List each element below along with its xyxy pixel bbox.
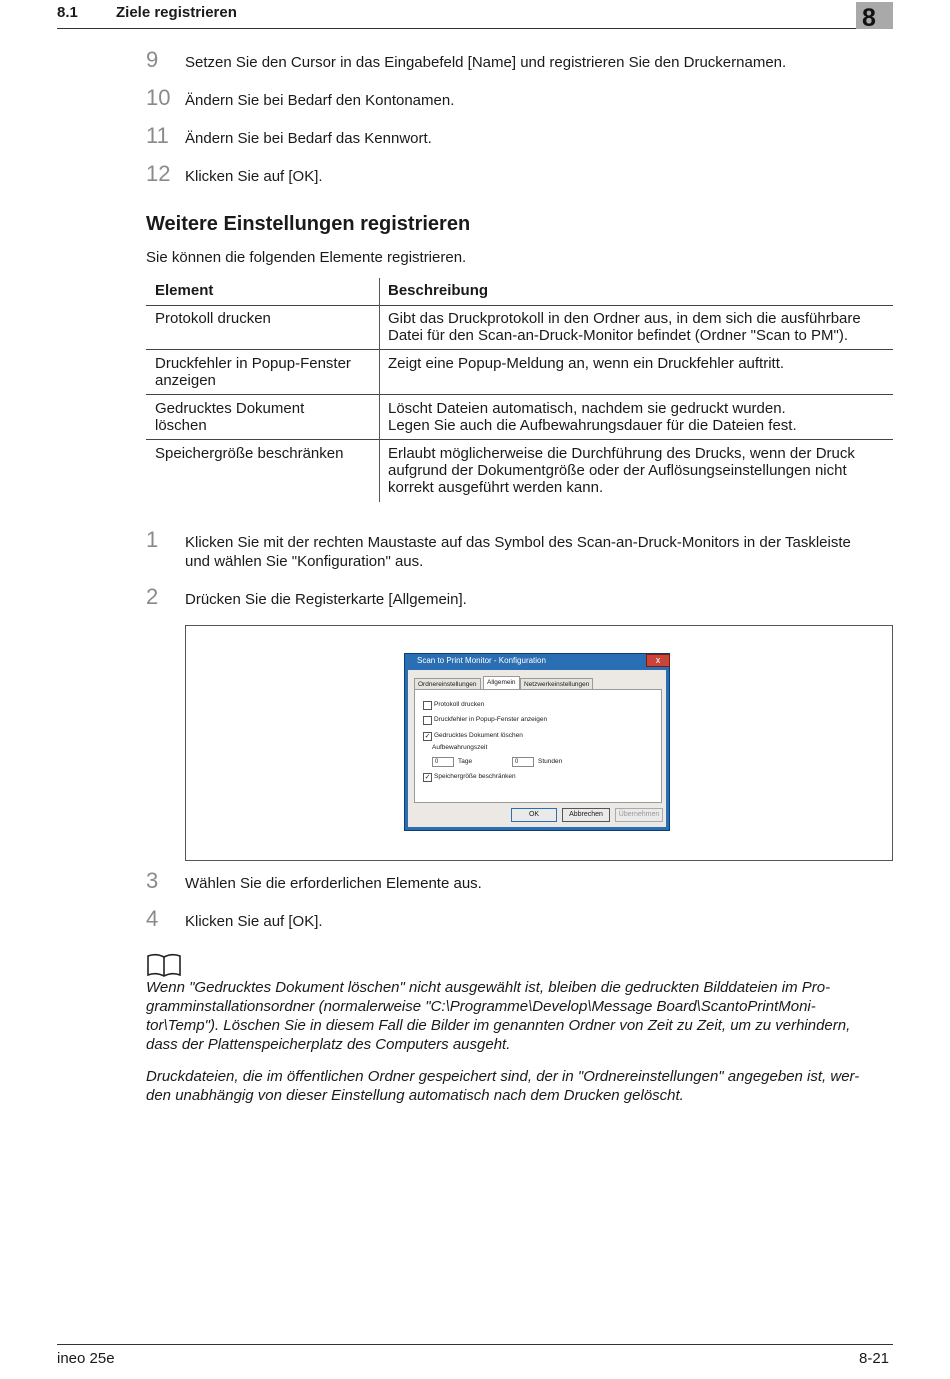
table-rule xyxy=(146,394,893,395)
chapter-number: 8 xyxy=(862,4,876,32)
header-rule xyxy=(57,28,893,29)
step-number: 10 xyxy=(146,85,171,110)
table-cell-description: Zeigt eine Popup-Meldung an, wenn ein Druckfehler auftritt. xyxy=(388,355,785,372)
step-number: 9 xyxy=(146,47,159,72)
dialog-title: Scan to Print Monitor - Konfiguration xyxy=(417,656,546,665)
table-rule xyxy=(146,349,893,350)
close-icon[interactable]: x xyxy=(646,654,670,667)
step-text: Ändern Sie bei Bedarf das Kennwort. xyxy=(185,130,432,147)
days-label: Tage xyxy=(458,758,473,765)
step-text: Klicken Sie mit der rechten Maustaste auf das Symbol des Scan-an-Druck-Monitors in der Taskleiste und wählen Sie "Konfiguration" aus. xyxy=(185,534,851,570)
table-cell-element: Gedrucktes Dokument löschen xyxy=(155,400,305,434)
step-text: Wählen Sie die erforderlichen Elemente aus. xyxy=(185,875,482,892)
table-cell-description: Löscht Dateien automatisch, nachdem sie gedruckt wurden. Legen Sie auch die Aufbewahrungsdauer für die Dateien fest. xyxy=(388,400,797,434)
intro-text: Sie können die folgenden Elemente registrieren. xyxy=(146,249,467,266)
checkbox-protokoll[interactable] xyxy=(423,701,432,710)
section-title: Ziele registrieren xyxy=(116,4,237,21)
table-header-description: Beschreibung xyxy=(388,282,489,299)
subsection-heading: Weitere Einstellungen registrieren xyxy=(146,213,471,235)
table-rule xyxy=(146,305,893,306)
step-number: 12 xyxy=(146,161,171,186)
retention-label: Aufbewahrungszeit xyxy=(432,744,488,751)
table-column-divider xyxy=(379,278,380,502)
step-text: Drücken Sie die Registerkarte [Allgemein]. xyxy=(185,591,467,608)
table-cell-description: Erlaubt möglicherweise die Durchführung des Drucks, wenn der Druck aufgrund der Dokumentgröße oder der Auflösungseinstellungen nicht korrekt ausgeführt werden kann. xyxy=(388,445,855,496)
checkbox-label: Protokoll drucken xyxy=(434,701,485,708)
tab-allgemein[interactable]: Allgemein xyxy=(483,676,520,690)
step-number: 3 xyxy=(146,868,159,893)
step-number: 1 xyxy=(146,527,159,552)
hours-spinner[interactable]: 0 xyxy=(512,757,534,767)
section-number: 8.1 xyxy=(57,4,78,21)
step-text: Setzen Sie den Cursor in das Eingabefeld [Name] und registrieren Sie den Druckernamen. xyxy=(185,54,787,71)
step-text: Ändern Sie bei Bedarf den Kontonamen. xyxy=(185,92,455,109)
apply-button[interactable]: Übernehmen xyxy=(615,808,663,822)
step-number: 11 xyxy=(146,123,169,148)
checkbox-popup[interactable] xyxy=(423,716,432,725)
table-header-element: Element xyxy=(155,282,214,299)
table-cell-element: Speichergröße beschränken xyxy=(155,445,344,462)
checkbox-label: Druckfehler in Popup-Fenster anzeigen xyxy=(434,716,548,723)
checkbox-limit[interactable]: ✓ xyxy=(424,774,431,781)
step-number: 2 xyxy=(146,584,159,609)
tab-netzwerkeinstellungen[interactable]: Netzwerkeinstellungen xyxy=(520,678,593,691)
step-text: Klicken Sie auf [OK]. xyxy=(185,913,323,930)
table-cell-element: Protokoll drucken xyxy=(155,310,271,327)
note-paragraph: Wenn "Gedrucktes Dokument löschen" nicht ausgewählt ist, bleiben die gedruckten Bilddateien im Pro- gramminstallationsordner (normalerweise "C:\Programme\Develop\Message Board\ScantoPrintMoni- tor\Temp"). Löschen Sie in diesem Fall die Bilder im genannten Ordner von Zeit zu Zeit, um zu verhindern, dass der Plattenspeicherplatz des Computers ausgeht. xyxy=(146,979,851,1053)
table-cell-element: Druckfehler in Popup-Fenster anzeigen xyxy=(155,355,351,389)
ok-button[interactable]: OK xyxy=(511,808,557,822)
note-paragraph: Druckdateien, die im öffentlichen Ordner gespeichert sind, der in "Ordnereinstellungen" angegeben ist, wer- den unabhängig von dieser Einstellung automatisch nach dem Drucken gelöscht. xyxy=(146,1068,860,1104)
footer-rule xyxy=(57,1344,893,1345)
step-number: 4 xyxy=(146,906,159,931)
checkbox-label: Speichergröße beschränken xyxy=(434,773,516,780)
table-rule xyxy=(146,439,893,440)
cancel-button[interactable]: Abbrechen xyxy=(562,808,610,822)
checkbox-label: Gedrucktes Dokument löschen xyxy=(434,732,523,739)
page-number: 8-21 xyxy=(859,1350,890,1367)
days-spinner[interactable]: 0 xyxy=(432,757,454,767)
tab-ordnereinstellungen[interactable]: Ordnereinstellungen xyxy=(414,678,481,691)
table-cell-description: Gibt das Druckprotokoll in den Ordner aus, in dem sich die ausführbare Datei für den Scan-an-Druck-Monitor befindet (Ordner "Scan to PM"). xyxy=(388,310,861,344)
step-text: Klicken Sie auf [OK]. xyxy=(185,168,323,185)
footer-product: ineo 25e xyxy=(57,1350,115,1367)
checkbox-delete[interactable]: ✓ xyxy=(424,733,431,740)
hours-label: Stunden xyxy=(538,758,563,765)
